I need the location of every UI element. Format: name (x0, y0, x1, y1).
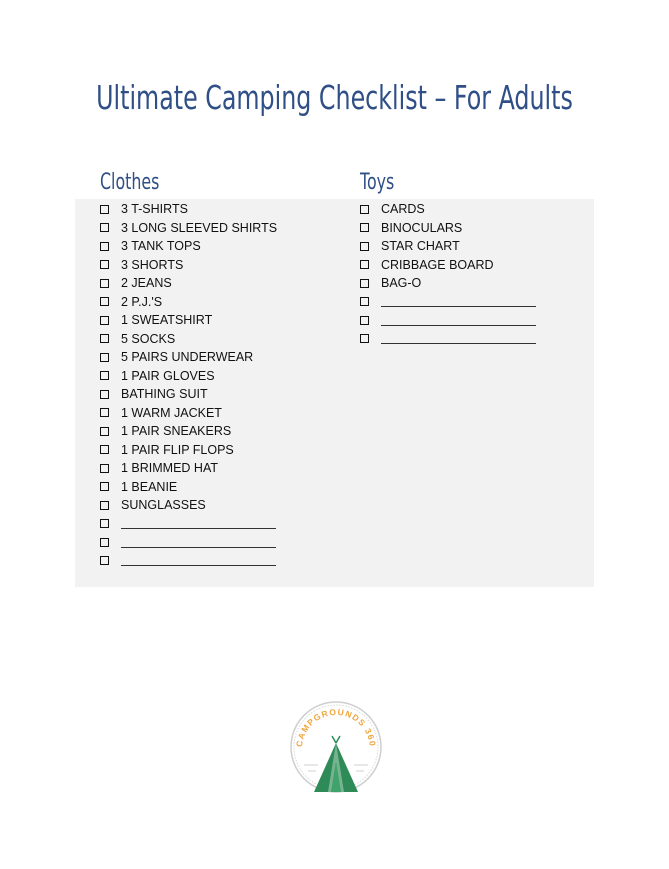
clothes-item[interactable] (100, 200, 277, 219)
clothes-item[interactable] (100, 348, 277, 367)
clothes-heading: Clothes (100, 170, 160, 195)
checkbox-icon[interactable] (100, 445, 109, 454)
toys-list (360, 200, 536, 348)
clothes-item-label: 5 SOCKS (121, 331, 176, 346)
clothes-item[interactable] (100, 219, 277, 238)
clothes-item-label: 1 PAIR SNEAKERS (121, 424, 232, 438)
clothes-item-label: 1 WARM JACKET (121, 405, 222, 420)
checkbox-icon[interactable] (100, 279, 109, 288)
toys-blank-item[interactable] (360, 311, 536, 330)
toys-item-label: BAG-O (381, 276, 422, 290)
blank-write-line[interactable] (381, 296, 536, 307)
checkbox-icon[interactable] (100, 464, 109, 473)
campgrounds-360-logo (288, 699, 384, 795)
clothes-item-label: 3 TANK TOPS (121, 239, 201, 253)
clothes-item[interactable] (100, 441, 277, 460)
checkbox-icon[interactable] (360, 223, 369, 232)
clothes-item-label: 5 PAIRS UNDERWEAR (121, 350, 254, 364)
clothes-item[interactable] (100, 404, 277, 423)
clothes-item[interactable] (100, 478, 277, 497)
checkbox-icon[interactable] (360, 205, 369, 214)
clothes-blank-item[interactable] (100, 515, 277, 534)
checkbox-icon[interactable] (100, 205, 109, 214)
checkbox-icon[interactable] (100, 538, 109, 547)
clothes-item[interactable] (100, 422, 277, 441)
clothes-item[interactable] (100, 330, 277, 349)
clothes-item-label: 1 BEANIE (121, 479, 178, 494)
checkbox-icon[interactable] (360, 242, 369, 251)
checkbox-icon[interactable] (360, 316, 369, 325)
clothes-item[interactable] (100, 311, 277, 330)
toys-item[interactable] (360, 219, 536, 238)
logo-text-path: CAMPGROUNDS 360 (293, 706, 379, 748)
checkbox-icon[interactable] (100, 408, 109, 417)
checkbox-icon[interactable] (360, 279, 369, 288)
blank-write-line[interactable] (121, 518, 276, 529)
clothes-item-label: SUNGLASSES (121, 498, 206, 512)
blank-write-line[interactable] (121, 537, 276, 548)
checkbox-icon[interactable] (360, 260, 369, 269)
toys-blank-item[interactable] (360, 330, 536, 349)
toys-item-label: BINOCULARS (381, 220, 463, 235)
toys-item-label: CRIBBAGE BOARD (381, 257, 494, 272)
clothes-item-label: 1 PAIR FLIP FLOPS (121, 442, 234, 457)
checkbox-icon[interactable] (100, 501, 109, 510)
clothes-item-label: 2 P.J.'S (121, 294, 163, 309)
clothes-item[interactable] (100, 385, 277, 404)
clothes-item-label: 1 BRIMMED HAT (121, 461, 218, 475)
checkbox-icon[interactable] (100, 223, 109, 232)
clothes-item-label: 2 JEANS (121, 276, 172, 290)
clothes-item[interactable] (100, 367, 277, 386)
clothes-item[interactable] (100, 496, 277, 515)
checkbox-icon[interactable] (100, 390, 109, 399)
blank-write-line[interactable] (381, 315, 536, 326)
clothes-list (100, 200, 277, 570)
clothes-item-label: 1 SWEATSHIRT (121, 313, 213, 327)
clothes-item-label: 3 T-SHIRTS (121, 202, 188, 216)
clothes-item[interactable] (100, 274, 277, 293)
toys-blank-item[interactable] (360, 293, 536, 312)
clothes-item-label: 3 SHORTS (121, 257, 184, 272)
toys-item-label: CARDS (381, 202, 425, 216)
clothes-item[interactable] (100, 256, 277, 275)
toys-item[interactable] (360, 200, 536, 219)
checkbox-icon[interactable] (360, 297, 369, 306)
checkbox-icon[interactable] (100, 519, 109, 528)
checkbox-icon[interactable] (100, 316, 109, 325)
toys-item[interactable] (360, 274, 536, 293)
clothes-item[interactable] (100, 237, 277, 256)
clothes-blank-item[interactable] (100, 533, 277, 552)
checkbox-icon[interactable] (100, 482, 109, 491)
checkbox-icon[interactable] (360, 334, 369, 343)
blank-write-line[interactable] (121, 555, 276, 566)
checkbox-icon[interactable] (100, 427, 109, 436)
page-title: Ultimate Camping Checklist – For Adults (96, 78, 573, 117)
clothes-item-label: 3 LONG SLEEVED SHIRTS (121, 220, 278, 235)
checkbox-icon[interactable] (100, 260, 109, 269)
clothes-item-label: 1 PAIR GLOVES (121, 368, 215, 383)
checkbox-icon[interactable] (100, 556, 109, 565)
clothes-item[interactable] (100, 459, 277, 478)
checkbox-icon[interactable] (100, 242, 109, 251)
clothes-blank-item[interactable] (100, 552, 277, 571)
blank-write-line[interactable] (381, 333, 536, 344)
tent-icon (314, 736, 358, 792)
toys-item[interactable] (360, 237, 536, 256)
checkbox-icon[interactable] (100, 371, 109, 380)
toys-heading: Toys (360, 170, 395, 195)
checkbox-icon[interactable] (100, 353, 109, 362)
clothes-item-label: BATHING SUIT (121, 387, 208, 401)
checkbox-icon[interactable] (100, 297, 109, 306)
toys-item[interactable] (360, 256, 536, 275)
checkbox-icon[interactable] (100, 334, 109, 343)
toys-item-label: STAR CHART (381, 239, 460, 253)
clothes-item[interactable] (100, 293, 277, 312)
